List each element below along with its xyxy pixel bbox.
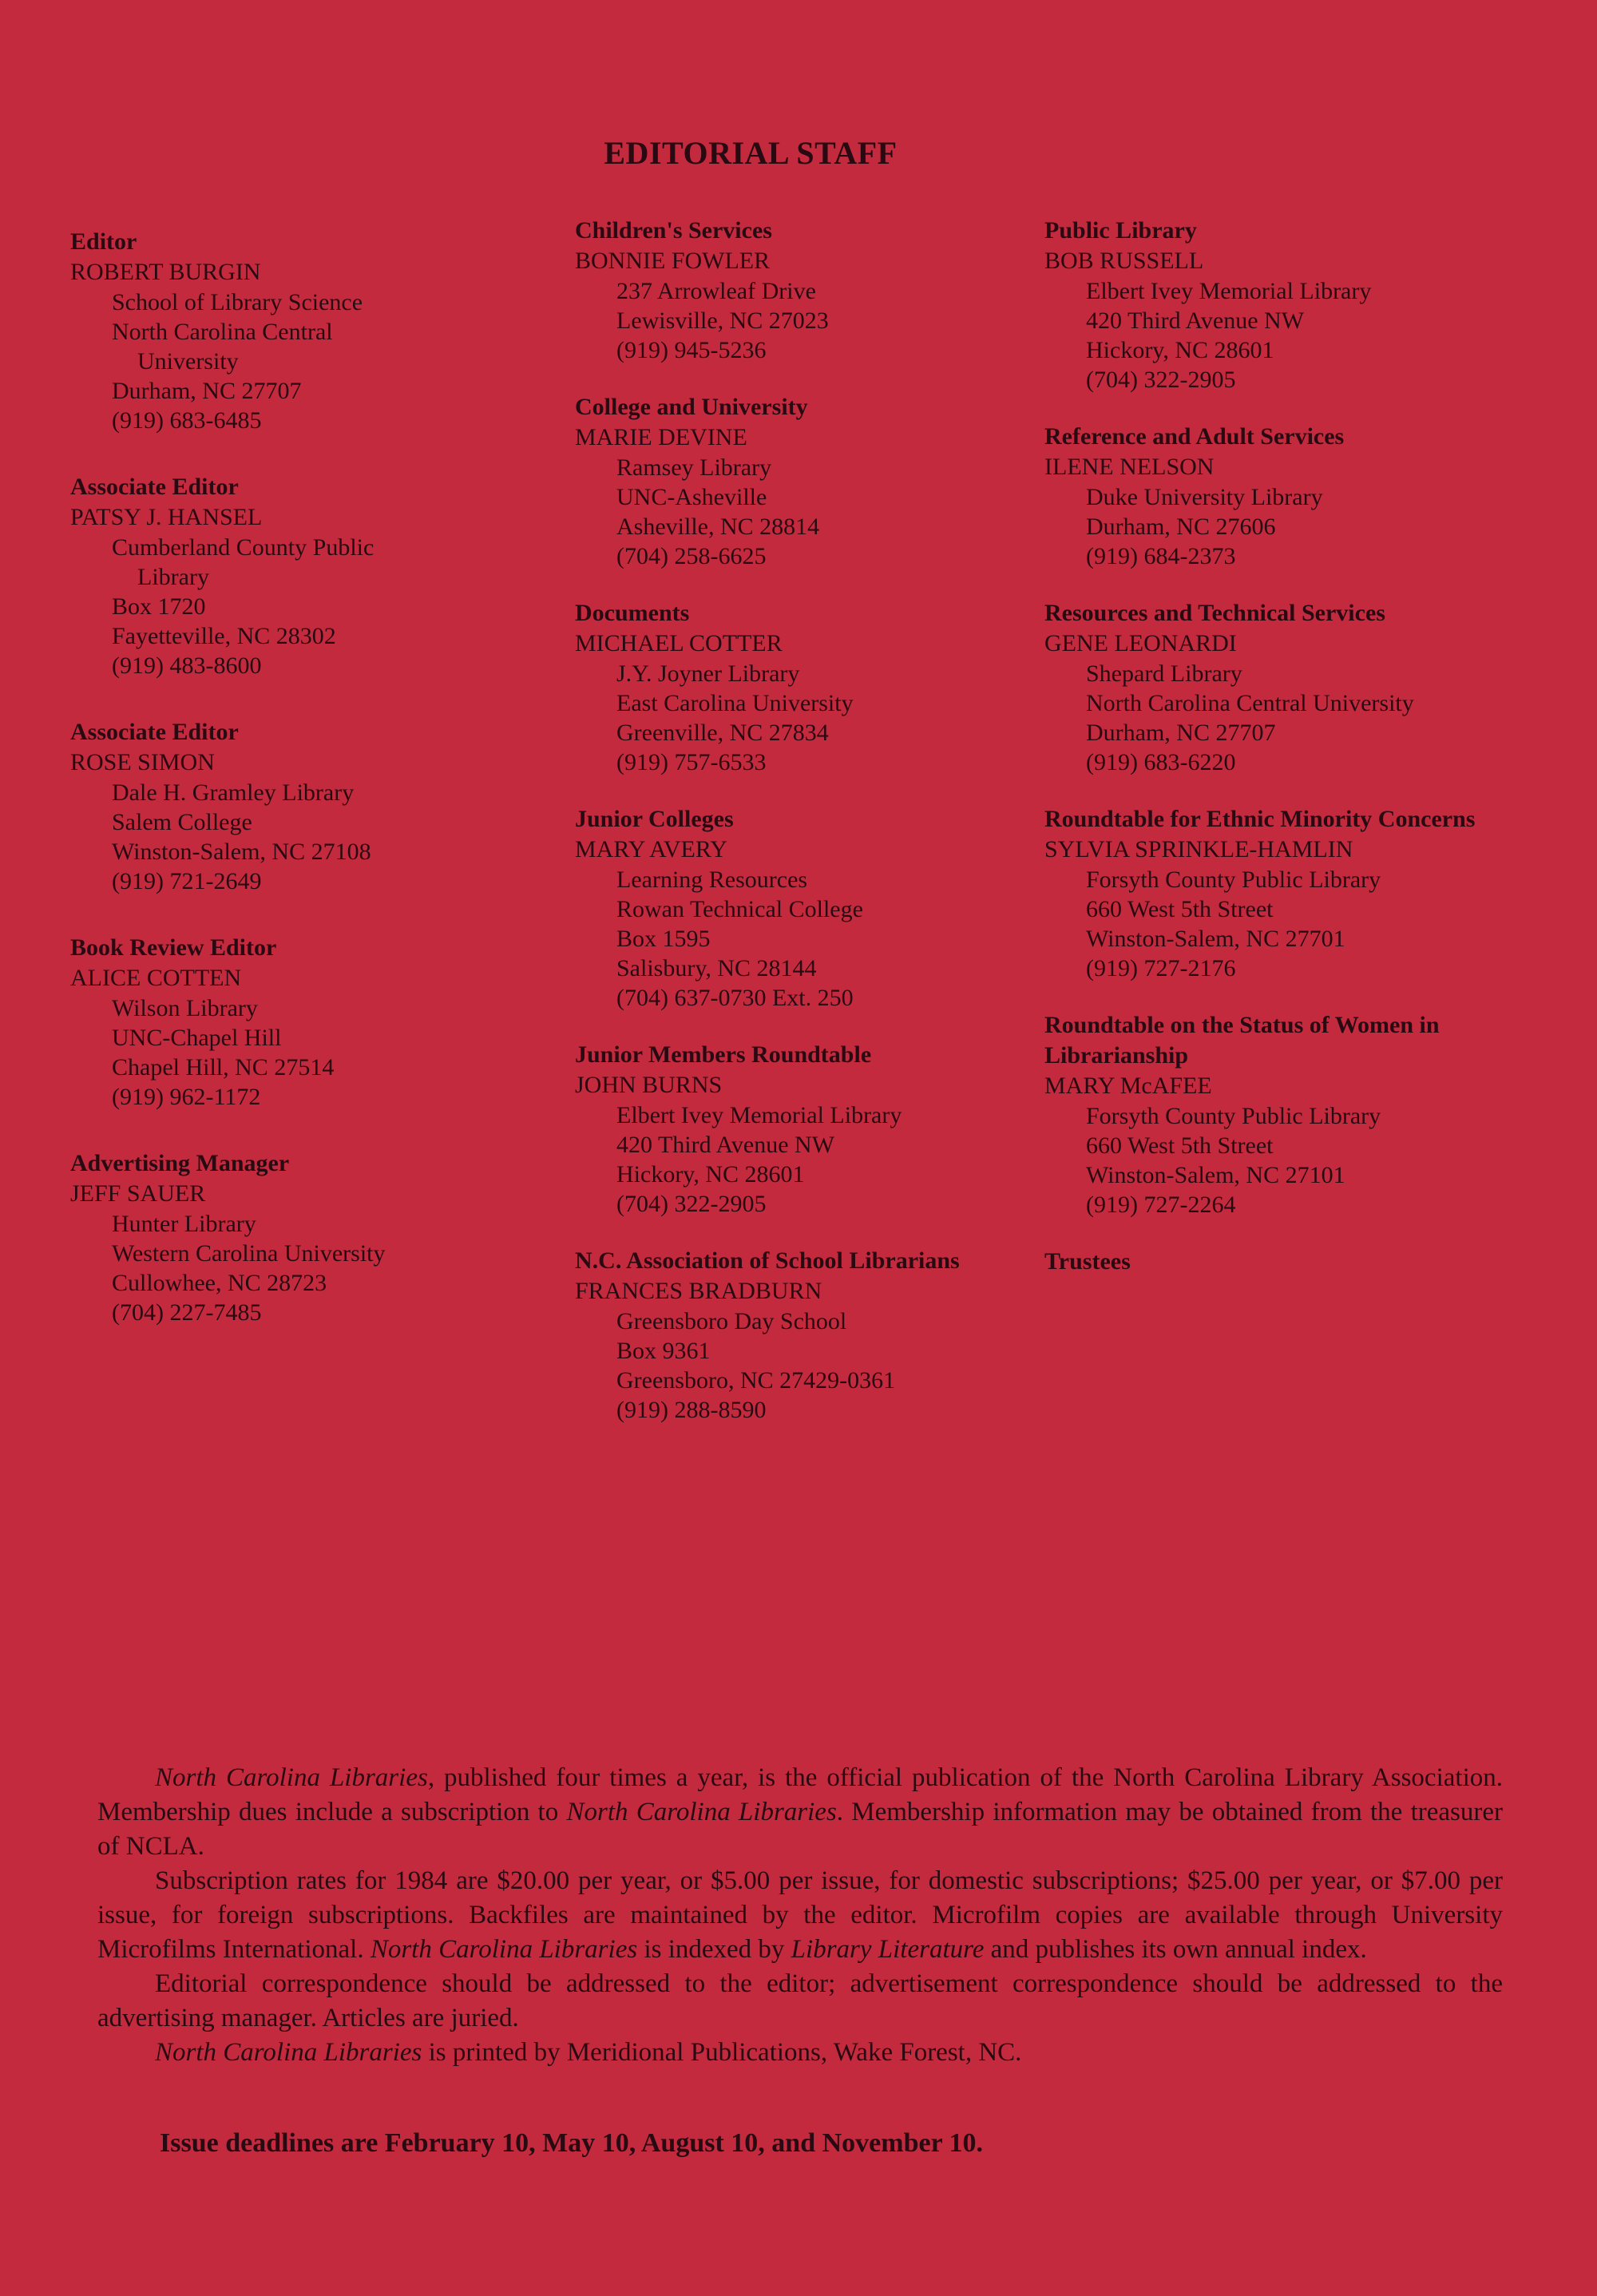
staff-name: ROBERT BURGIN xyxy=(70,259,261,285)
staff-name: GENE LEONARDI xyxy=(1044,630,1237,656)
paragraph-text: Subscription rates for 1984 are $20.00 per year, or $5.00 per issue, for domestic subscriptions; $25.00 per year, or $7.00 per issue, for foreign subscriptions. Backfiles are maintained by the editor. Microfilm copies are available through University Microfilms International. xyxy=(97,1866,1503,1964)
address-line: Chapel Hill, NC 27514 xyxy=(112,1054,335,1081)
journal-title: North Carolina Libraries xyxy=(155,2038,422,2067)
address-line: (919) 945-5236 xyxy=(616,337,767,363)
paragraph-text: and publishes its own annual index. xyxy=(984,1935,1367,1964)
address-line: North Carolina Central University xyxy=(1086,690,1414,716)
address-line: (704) 258-6625 xyxy=(616,543,767,569)
index-title: Library Literature xyxy=(791,1935,985,1964)
staff-entry xyxy=(1044,216,1555,395)
staff-entry xyxy=(70,1148,549,1327)
staff-role: Documents xyxy=(575,600,690,626)
journal-title: North Carolina Libraries xyxy=(566,1798,837,1826)
address-line: East Carolina University xyxy=(616,690,854,716)
staff-name: MARIE DEVINE xyxy=(575,424,747,450)
paragraph-text: . Membership information may be obtained from the treasurer of NCLA. xyxy=(97,1798,1503,1861)
staff-entry xyxy=(1044,1247,1555,1277)
staff-entry xyxy=(70,717,549,896)
address-line: Salisbury, NC 28144 xyxy=(616,955,817,981)
address-line: North Carolina Central xyxy=(112,319,333,345)
address-line: Dale H. Gramley Library xyxy=(112,779,355,806)
journal-title: North Carolina Libraries xyxy=(370,1935,638,1964)
staff-entry xyxy=(70,472,549,680)
address-line: Elbert Ivey Memorial Library xyxy=(1086,278,1372,304)
staff-entry xyxy=(1044,422,1555,571)
staff-role: Reference and Adult Services xyxy=(1044,423,1345,450)
staff-column-right xyxy=(1044,216,1555,1304)
staff-address xyxy=(70,778,549,896)
address-line: Wilson Library xyxy=(112,995,258,1021)
address-line: Durham, NC 27707 xyxy=(112,378,302,404)
address-line: 420 Third Avenue NW xyxy=(1086,307,1305,334)
subscription-paragraph xyxy=(97,1864,1503,1967)
address-line: Winston-Salem, NC 27701 xyxy=(1086,926,1345,952)
paragraph-text: is indexed by xyxy=(637,1935,791,1964)
address-line: Asheville, NC 28814 xyxy=(616,514,820,540)
staff-entry xyxy=(575,804,1054,1013)
staff-entry xyxy=(575,1040,1054,1219)
staff-name: ROSE SIMON xyxy=(70,749,215,775)
staff-address xyxy=(575,659,1054,777)
staff-role: N.C. Association of School Librarians xyxy=(575,1247,960,1274)
staff-role: Associate Editor xyxy=(70,474,239,500)
address-line: Rowan Technical College xyxy=(616,896,863,922)
staff-address xyxy=(575,1100,1054,1219)
staff-address xyxy=(1044,865,1555,983)
staff-role: Junior Members Roundtable xyxy=(575,1041,872,1068)
staff-address xyxy=(575,276,1054,365)
staff-entry xyxy=(1044,598,1555,777)
address-line: (704) 227-7485 xyxy=(112,1299,262,1326)
staff-entry xyxy=(575,598,1054,777)
staff-address xyxy=(70,1209,549,1327)
address-line: Learning Resources xyxy=(616,866,808,893)
staff-role: Roundtable on the Status of Women in Librarianship xyxy=(1044,1012,1440,1069)
address-line: (704) 322-2905 xyxy=(616,1191,767,1217)
address-line: (919) 683-6220 xyxy=(1086,749,1236,775)
address-line: Box 1595 xyxy=(616,926,711,952)
journal-title: North Carolina Libraries xyxy=(155,1763,428,1792)
staff-name: JOHN BURNS xyxy=(575,1072,723,1098)
staff-name: BOB RUSSELL xyxy=(1044,248,1204,274)
staff-name: FRANCES BRADBURN xyxy=(575,1278,822,1304)
address-line: Winston-Salem, NC 27101 xyxy=(1086,1162,1345,1188)
address-line: 237 Arrowleaf Drive xyxy=(616,278,816,304)
staff-name: BONNIE FOWLER xyxy=(575,248,771,274)
staff-name: PATSY J. HANSEL xyxy=(70,504,263,530)
publication-paragraph xyxy=(97,1761,1503,1864)
staff-role: Book Review Editor xyxy=(70,934,277,961)
address-line: Forsyth County Public Library xyxy=(1086,1103,1381,1129)
address-line: Durham, NC 27606 xyxy=(1086,514,1276,540)
address-line: School of Library Science xyxy=(112,289,363,315)
staff-role: Roundtable for Ethnic Minority Concerns xyxy=(1044,806,1476,832)
address-line: (919) 727-2264 xyxy=(1086,1192,1236,1218)
address-line: Hunter Library xyxy=(112,1211,256,1237)
staff-role: Advertising Manager xyxy=(70,1150,290,1176)
address-line: (919) 757-6533 xyxy=(616,749,767,775)
address-line: (919) 684-2373 xyxy=(1086,543,1236,569)
address-line: (919) 727-2176 xyxy=(1086,955,1236,981)
address-line: Salem College xyxy=(112,809,252,835)
staff-address xyxy=(70,287,549,435)
staff-role: Editor xyxy=(70,228,137,255)
correspondence-paragraph: Editorial correspondence should be addressed to the editor; advertisement correspondence should be addressed to the advertising manager. Articles are juried. xyxy=(97,1969,1503,2032)
staff-address xyxy=(1044,1101,1555,1219)
paragraph-text: , published four times a year, is the official publication of the North Carolina Library Association. Membership dues include a subscription to xyxy=(97,1763,1503,1826)
address-line: Box 9361 xyxy=(616,1338,711,1364)
address-line: (919) 721-2649 xyxy=(112,868,262,894)
address-line: Duke University Library xyxy=(1086,484,1323,510)
address-line: (919) 483-8600 xyxy=(112,652,262,679)
staff-address xyxy=(70,533,549,680)
staff-role: Resources and Technical Services xyxy=(1044,600,1385,626)
staff-name: JEFF SAUER xyxy=(70,1180,206,1207)
address-line: Winston-Salem, NC 27108 xyxy=(112,839,371,865)
address-line: Library xyxy=(137,564,209,590)
staff-entry xyxy=(575,1246,1054,1425)
page-title: EDITORIAL STAFF xyxy=(604,135,898,171)
address-line: (919) 683-6485 xyxy=(112,407,262,434)
staff-entry xyxy=(1044,804,1555,983)
staff-name: SYLVIA SPRINKLE-HAMLIN xyxy=(1044,836,1353,862)
address-line: Shepard Library xyxy=(1086,660,1242,687)
address-line: UNC-Asheville xyxy=(616,484,767,510)
address-line: Cumberland County Public xyxy=(112,534,374,561)
staff-name: MARY AVERY xyxy=(575,836,727,862)
address-line: Greensboro, NC 27429-0361 xyxy=(616,1367,896,1394)
publication-info xyxy=(97,1761,1503,2070)
address-line: (919) 962-1172 xyxy=(112,1084,261,1110)
issue-deadlines: Issue deadlines are February 10, May 10, August 10, and November 10. xyxy=(160,2128,984,2158)
address-line: Hickory, NC 28601 xyxy=(616,1161,805,1188)
address-line: Fayetteville, NC 28302 xyxy=(112,623,336,649)
staff-entry xyxy=(70,933,549,1112)
staff-role: Children's Services xyxy=(575,217,772,244)
address-line: 420 Third Avenue NW xyxy=(616,1132,835,1158)
address-line: Greenville, NC 27834 xyxy=(616,720,829,746)
address-line: J.Y. Joyner Library xyxy=(616,660,800,687)
address-line: Western Carolina University xyxy=(112,1240,386,1267)
printer-paragraph xyxy=(97,2036,1503,2070)
address-line: Lewisville, NC 27023 xyxy=(616,307,829,334)
staff-address xyxy=(575,865,1054,1013)
address-line: (704) 322-2905 xyxy=(1086,367,1236,393)
staff-role: Associate Editor xyxy=(70,719,239,745)
address-line: (919) 288-8590 xyxy=(616,1397,767,1423)
address-line: Durham, NC 27707 xyxy=(1086,720,1276,746)
address-line: Forsyth County Public Library xyxy=(1086,866,1381,893)
staff-role: Junior Colleges xyxy=(575,806,734,832)
staff-role: College and University xyxy=(575,394,808,420)
staff-entry xyxy=(575,216,1054,365)
address-line: Cullowhee, NC 28723 xyxy=(112,1270,327,1296)
staff-name: MICHAEL COTTER xyxy=(575,630,783,656)
address-line: Hickory, NC 28601 xyxy=(1086,337,1274,363)
staff-address xyxy=(575,1307,1054,1425)
staff-column-middle xyxy=(575,216,1054,1452)
address-line: Ramsey Library xyxy=(616,454,772,481)
staff-role: Trustees xyxy=(1044,1248,1131,1275)
staff-entry xyxy=(70,227,549,435)
address-line: 660 West 5th Street xyxy=(1086,896,1274,922)
staff-role: Public Library xyxy=(1044,217,1197,244)
address-line: Box 1720 xyxy=(112,593,206,620)
staff-name: MARY McAFEE xyxy=(1044,1073,1212,1099)
staff-entry xyxy=(575,392,1054,571)
address-line: University xyxy=(137,348,239,375)
staff-column-left xyxy=(70,216,549,1364)
staff-entry xyxy=(1044,1010,1555,1219)
staff-address xyxy=(575,453,1054,571)
staff-name: ILENE NELSON xyxy=(1044,454,1215,480)
address-line: 660 West 5th Street xyxy=(1086,1132,1274,1159)
address-line: Elbert Ivey Memorial Library xyxy=(616,1102,902,1128)
staff-address xyxy=(1044,482,1555,571)
address-line: UNC-Chapel Hill xyxy=(112,1025,282,1051)
staff-address xyxy=(70,993,549,1112)
address-line: (704) 637-0730 Ext. 250 xyxy=(616,985,854,1011)
staff-address xyxy=(1044,659,1555,777)
address-line: Greensboro Day School xyxy=(616,1308,847,1334)
staff-address xyxy=(1044,276,1555,395)
paragraph-text: is printed by Meridional Publications, Wake Forest, NC. xyxy=(422,2038,1022,2067)
staff-name: ALICE COTTEN xyxy=(70,965,242,991)
